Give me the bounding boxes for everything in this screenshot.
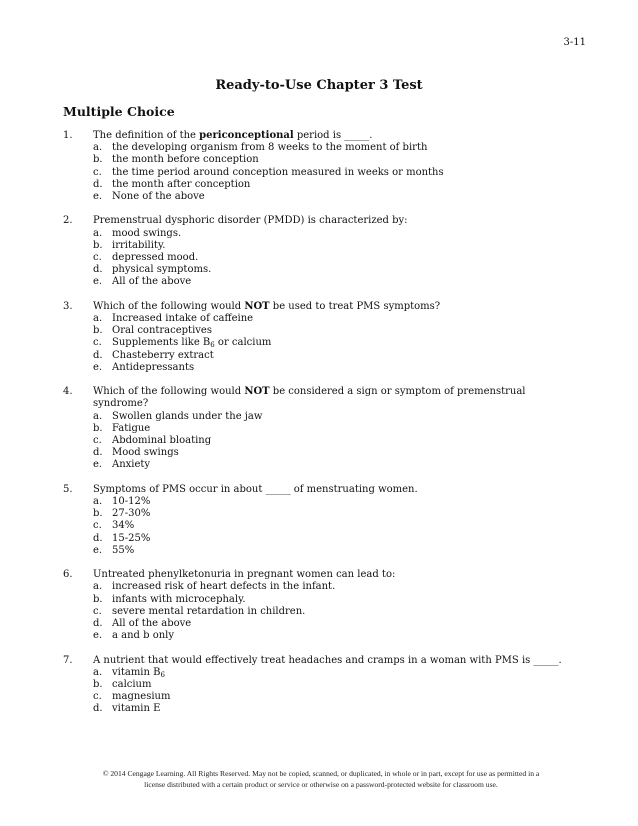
- answer-option: [93, 545, 563, 557]
- answer-option: [93, 594, 563, 606]
- emphasis: periconceptional: [199, 130, 294, 141]
- question-number: 7.: [63, 654, 73, 666]
- option-text: Increased intake of caffeine: [112, 313, 254, 325]
- answer-option: [93, 350, 563, 362]
- question-text: A nutrient that would effectively treat headaches and cramps in a woman with PMS is _____.: [93, 654, 562, 666]
- option-letter: a.: [93, 227, 103, 239]
- option-letter: d.: [93, 618, 103, 630]
- option-letter: d.: [93, 349, 103, 361]
- answer-option: [93, 252, 563, 264]
- option-text: irritability.: [112, 239, 166, 251]
- answer-option: [93, 313, 563, 325]
- option-text: infants with microcephaly.: [112, 593, 246, 605]
- option-text: 55%: [112, 544, 135, 556]
- answer-option: [93, 228, 563, 240]
- question: [63, 215, 563, 288]
- page-title: Ready-to-Use Chapter 3 Test: [215, 78, 423, 93]
- footer-line-1: © 2014 Cengage Learning. All Rights Reserved. May not be copied, scanned, or duplicated, in whole or in part, except for use as permitted in a: [102, 769, 540, 778]
- option-letter: d.: [93, 447, 103, 459]
- page-number: 3-11: [563, 37, 586, 48]
- option-text: Antidepressants: [112, 361, 195, 373]
- copyright-footer: [56, 768, 586, 790]
- option-letter: c.: [93, 166, 102, 178]
- question-text: Symptoms of PMS occur in about _____ of menstruating women.: [93, 483, 418, 495]
- option-letter: e.: [93, 544, 103, 556]
- option-text: mood swings.: [112, 227, 182, 239]
- answer-option: [93, 179, 563, 191]
- option-text: Supplements like $B_6$ or calcium: [112, 337, 272, 350]
- option-text: physical symptoms.: [112, 264, 212, 276]
- option-text: magnesium: [112, 691, 171, 703]
- question-text: Untreated phenylketonuria in pregnant women can lead to:: [93, 569, 396, 581]
- answer-option: [93, 703, 563, 715]
- option-text: a and b only: [112, 630, 175, 642]
- question-number: 2.: [63, 215, 73, 227]
- answer-option: [93, 142, 563, 154]
- question: [63, 130, 563, 203]
- answer-option: [93, 618, 563, 630]
- answer-option: [93, 325, 563, 337]
- answer-option: [93, 630, 563, 642]
- question-text: Which of the following would NOT be considered a sign or symptom of premenstrual syndrome?: [93, 386, 526, 410]
- option-text: vitamin E: [112, 703, 161, 715]
- question-text: Premenstrual dysphoric disorder (PMDD) is characterized by:: [93, 215, 408, 227]
- answer-option: [93, 154, 563, 166]
- question-text: The definition of the periconceptional period is _____.: [93, 130, 373, 141]
- answer-option: [93, 459, 563, 471]
- answer-option: [93, 435, 563, 447]
- option-text: Abdominal bloating: [112, 435, 212, 447]
- answer-option: [93, 496, 563, 508]
- option-text: Anxiety: [112, 459, 151, 471]
- option-letter: c.: [93, 252, 102, 264]
- answer-option: [93, 667, 563, 679]
- option-letter: c.: [93, 435, 102, 447]
- question-list: [63, 130, 563, 728]
- answer-option: [93, 240, 563, 252]
- option-text: Swollen glands under the jaw: [112, 410, 263, 422]
- option-letter: b.: [93, 508, 103, 520]
- option-text: calcium: [112, 679, 152, 691]
- option-letter: e.: [93, 191, 103, 203]
- option-letter: b.: [93, 239, 103, 251]
- answer-option: [93, 362, 563, 374]
- option-letter: a.: [93, 142, 103, 154]
- answer-option: [93, 423, 563, 435]
- option-letter: b.: [93, 679, 103, 691]
- option-letter: e.: [93, 276, 103, 288]
- option-letter: a.: [93, 666, 103, 678]
- option-letter: a.: [93, 496, 103, 508]
- question-number: 6.: [63, 569, 73, 581]
- option-text: depressed mood.: [112, 252, 199, 264]
- option-letter: b.: [93, 593, 103, 605]
- answer-option: [93, 581, 563, 593]
- option-text: Mood swings: [112, 447, 179, 459]
- option-letter: d.: [93, 703, 103, 715]
- question-number: 5.: [63, 483, 73, 495]
- option-letter: d.: [93, 532, 103, 544]
- option-text: 27-30%: [112, 508, 151, 520]
- emphasis: NOT: [244, 386, 270, 398]
- option-text: the time period around conception measured in weeks or months: [112, 166, 444, 178]
- option-text: All of the above: [112, 618, 192, 630]
- option-text: All of the above: [112, 276, 192, 288]
- question-number: 3.: [63, 300, 73, 312]
- option-text: the month before conception: [112, 154, 259, 166]
- option-text: 15-25%: [112, 532, 151, 544]
- answer-option: [93, 276, 563, 288]
- answer-option: [93, 533, 563, 545]
- answer-option: [93, 191, 563, 203]
- answer-option: [93, 337, 563, 349]
- answer-option: [93, 167, 563, 179]
- option-letter: d.: [93, 264, 103, 276]
- option-letter: c.: [93, 691, 102, 703]
- emphasis: NOT: [244, 300, 270, 312]
- option-text: the developing organism from 8 weeks to the moment of birth: [112, 142, 428, 154]
- option-letter: e.: [93, 630, 103, 642]
- question: [63, 484, 563, 557]
- option-letter: b.: [93, 422, 103, 434]
- answer-option: [93, 679, 563, 691]
- option-letter: c.: [93, 337, 102, 349]
- option-text: None of the above: [112, 191, 205, 203]
- option-text: the month after conception: [112, 178, 251, 190]
- answer-option: [93, 508, 563, 520]
- option-letter: a.: [93, 581, 103, 593]
- question-number: 1.: [63, 130, 73, 141]
- option-text: 10-12%: [112, 496, 151, 508]
- option-text: vitamin $B_6$: [112, 666, 165, 679]
- question: [63, 569, 563, 642]
- answer-option: [93, 447, 563, 459]
- answer-option: [93, 520, 563, 532]
- section-heading: Multiple Choice: [63, 104, 175, 119]
- footer-line-2: license distributed with a certain product or service or otherwise on a password-protected website for classroom use.: [144, 780, 498, 789]
- question: [63, 655, 563, 716]
- option-letter: c.: [93, 520, 102, 532]
- question-text: Which of the following would NOT be used to treat PMS symptoms?: [93, 300, 441, 312]
- question-number: 4.: [63, 386, 73, 398]
- answer-option: [93, 606, 563, 618]
- option-text: Oral contraceptives: [112, 325, 212, 337]
- question: [63, 301, 563, 374]
- option-letter: c.: [93, 605, 102, 617]
- question: [63, 386, 563, 471]
- answer-option: [93, 264, 563, 276]
- option-text: Fatigue: [112, 422, 151, 434]
- option-letter: d.: [93, 178, 103, 190]
- option-text: severe mental retardation in children.: [112, 605, 306, 617]
- option-text: increased risk of heart defects in the infant.: [112, 581, 336, 593]
- option-letter: b.: [93, 154, 103, 166]
- answer-option: [93, 691, 563, 703]
- option-text: 34%: [112, 520, 135, 532]
- option-letter: e.: [93, 361, 103, 373]
- option-letter: e.: [93, 459, 103, 471]
- option-text: Chasteberry extract: [112, 349, 214, 361]
- option-letter: a.: [93, 313, 103, 325]
- option-letter: a.: [93, 410, 103, 422]
- option-letter: b.: [93, 325, 103, 337]
- answer-option: [93, 411, 563, 423]
